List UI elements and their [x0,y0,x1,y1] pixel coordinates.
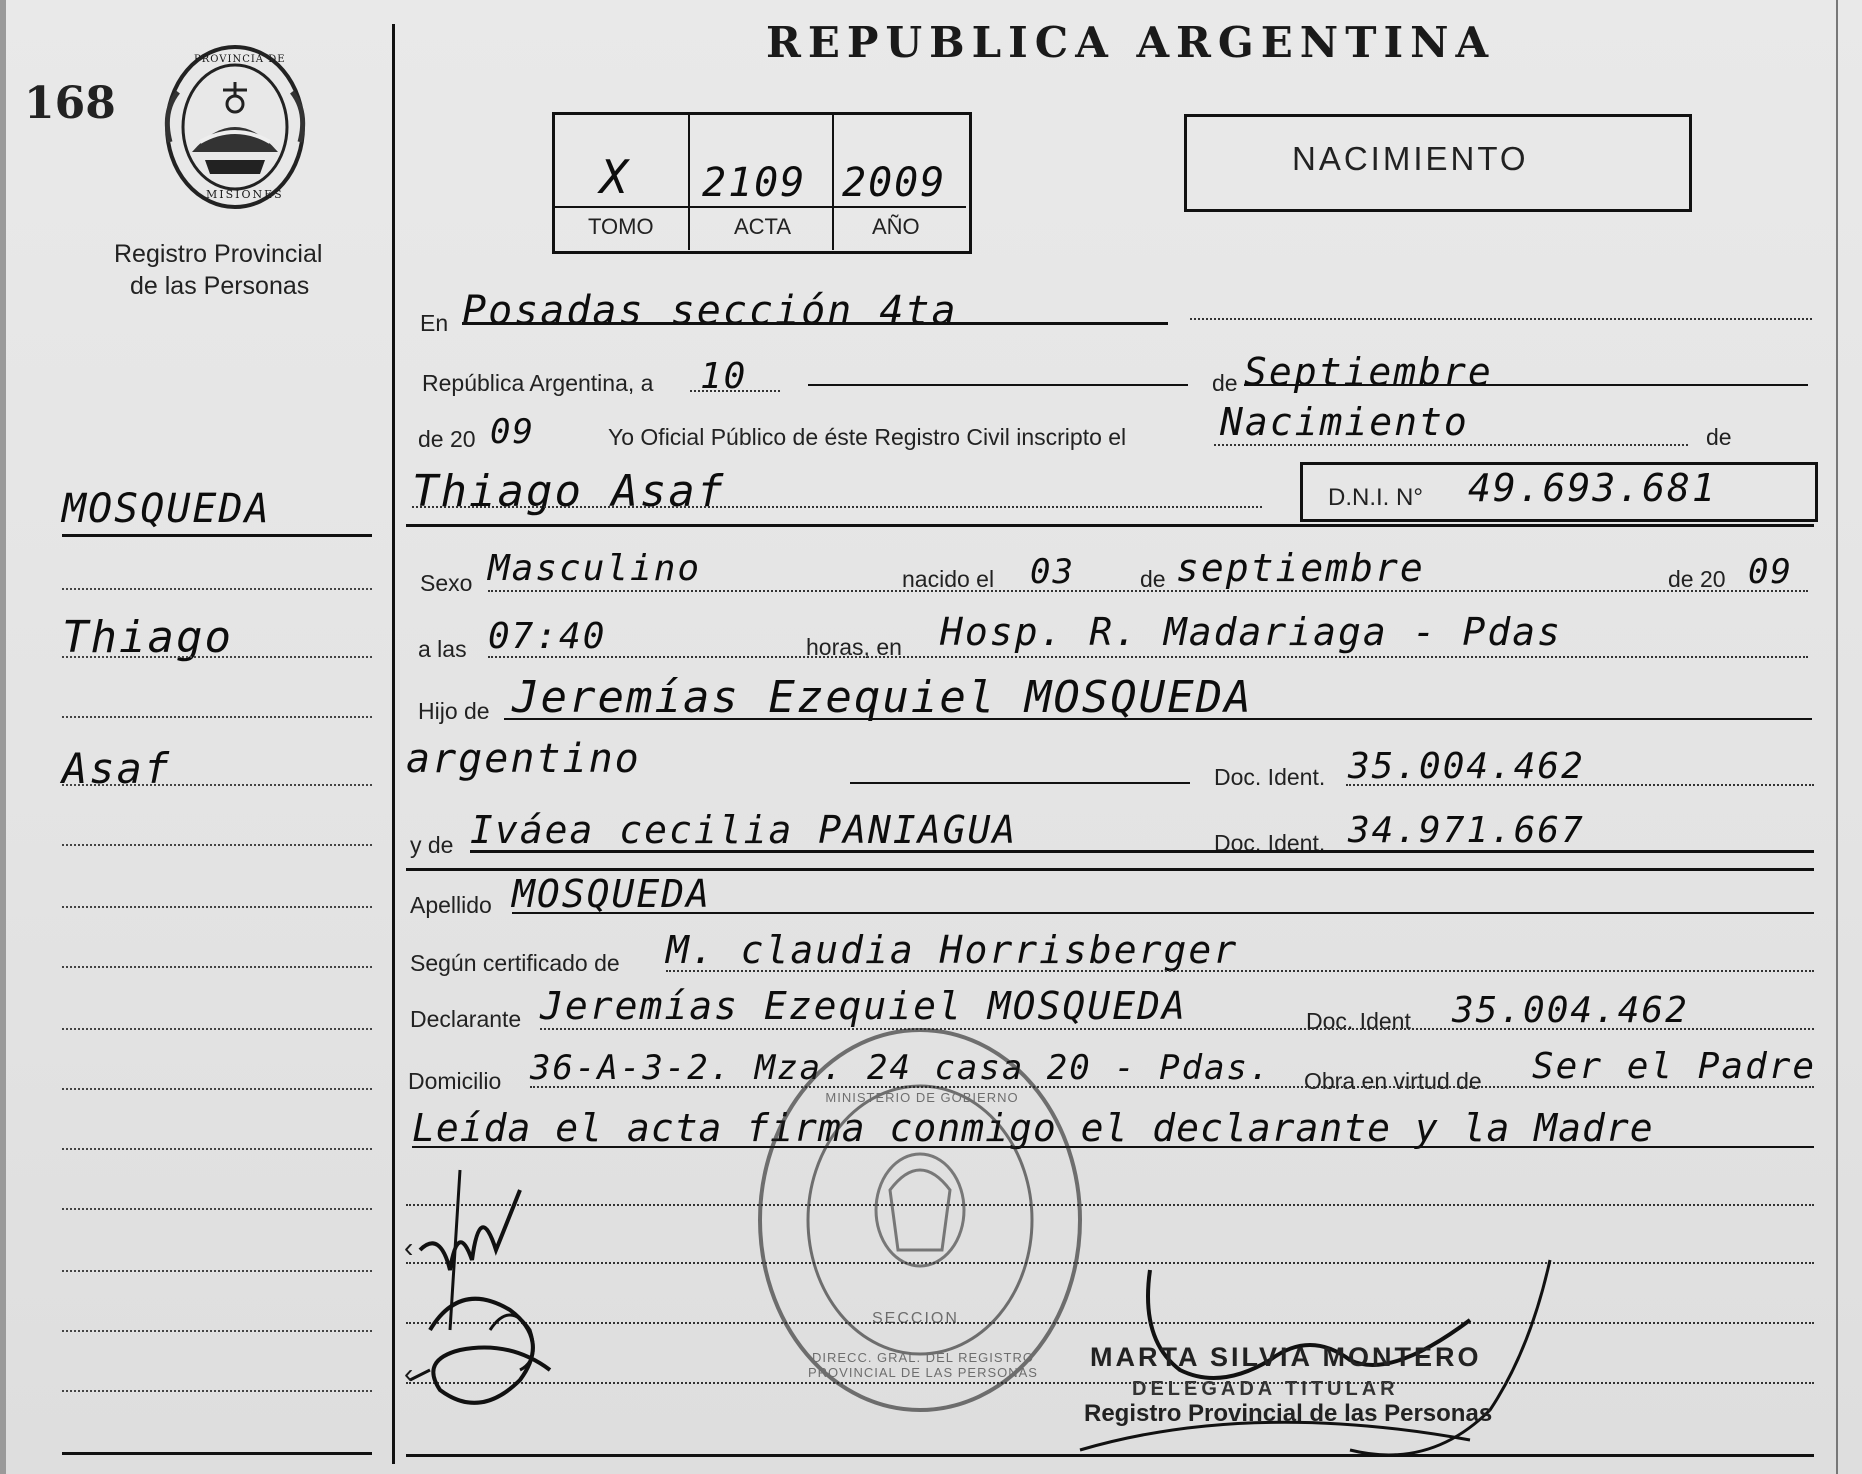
record-id-box-divider [832,112,834,250]
margin-line [62,966,372,968]
father-nationality: argentino [406,736,641,782]
surname-underline [512,912,1814,914]
stamp-inner-text: MINISTERIO DE GOBIERNO [825,1090,1019,1105]
record-type: NACIMIENTO [1292,140,1529,177]
place-underline [462,322,1168,325]
certificate-value: M. claudia Horrisberger [666,928,1239,972]
reg-date-prefix: República Argentina, a [422,370,654,396]
father-underline [504,718,1812,720]
father-doc-dots [1346,784,1814,786]
event-value: Nacimiento [1220,400,1469,444]
margin-underline [62,534,372,537]
declarant-label: Declarante [410,1006,522,1032]
birth-year-prefix: de 20 [1668,566,1726,592]
margin-line [62,1088,372,1090]
time-dots [488,656,1808,658]
reg-day-dots [690,390,780,392]
hours-label: horas, en [806,634,902,660]
seal-emblem-icon [160,42,310,212]
father-name: Jeremías Ezequiel MOSQUEDA [512,672,1253,723]
acta-value: 2109 [702,160,807,206]
margin-underline [62,1452,372,1455]
mother-doc-label: Doc. Ident. [1214,830,1326,856]
provincial-seal [160,42,310,212]
tomo-value: X [600,150,630,204]
margin-line [62,844,372,846]
folio-number: 168 [24,78,116,129]
declarant-dots [540,1028,1814,1030]
surname-value: MOSQUEDA [512,872,712,916]
margin-line [62,906,372,908]
reg-month: Septiembre [1244,350,1493,394]
birth-day: 03 [1030,552,1075,592]
reg-date-line [808,384,1188,386]
margin-line [62,1208,372,1210]
sex-label: Sexo [420,570,473,596]
official-name: MARTA SILVIA MONTERO [1090,1342,1482,1372]
tomo-label: TOMO [588,214,654,239]
section-rule [406,868,1814,871]
child-name-dots [412,506,1262,508]
born-label: nacido el [902,566,995,592]
mother-name: Iváea cecilia PANIAGUA [470,808,1018,852]
seal-bottom-text: MISIONES [206,188,284,201]
birth-month: septiembre [1176,546,1425,590]
page-right-edge [1836,0,1838,1474]
official-title: DELEGADA TITULAR [1132,1378,1399,1400]
certificate-label: Según certificado de [410,950,620,976]
mother-doc: 34.971.667 [1348,810,1585,851]
sex-dots [488,590,1808,592]
place-dots [1190,318,1812,320]
event-de: de [1706,424,1732,450]
official-stamp [752,1020,1088,1420]
reg-year: 09 [490,412,535,452]
reg-day: 10 [700,356,748,397]
place-value: Posadas sección 4ta [462,288,958,334]
seal-top-text: PROVINCIA DE [194,54,286,65]
birth-place: Hosp. R. Madariaga - Pdas [940,610,1562,654]
stamp-outer-text: DIRECC. GRAL. DEL REGISTRO PROVINCIAL DE LAS PERSONAS [808,1350,1038,1380]
declarant-doc-label: Doc. Ident [1306,1008,1411,1034]
anio-value: 2009 [842,160,947,206]
margin-second-name: Asaf [62,744,172,793]
page-edge [0,0,6,1474]
margin-first-name: Thiago [62,612,233,663]
surname-label: Apellido [410,892,492,918]
domicile-dots [530,1086,1814,1088]
birth-time: 07:40 [488,616,607,657]
official-office: Registro Provincial de las Personas [1084,1400,1493,1427]
record-id-box-divider [688,112,690,250]
birth-de: de [1140,566,1166,592]
event-dots [1214,444,1688,446]
margin-line [62,716,372,718]
nationality-underline [850,782,1190,784]
virtue-label: Obra en virtud de [1304,1068,1482,1094]
reading-note: Leída el acta firma conmigo el declarante y la Madre [412,1106,1654,1150]
dni-value: 49.693.681 [1468,466,1717,510]
officer-text: Yo Oficial Público de éste Registro Civil inscripto el [608,424,1127,450]
margin-line [62,1028,372,1030]
registry-name-line2: de las Personas [130,272,310,300]
dni-label: D.N.I. N° [1328,484,1423,511]
mother-underline [470,850,1814,853]
margin-line [62,1330,372,1332]
domicile-value: 36-A-3-2. Mza. 24 casa 20 - Pdas. [530,1048,1272,1088]
declarant-doc: 35.004.462 [1452,990,1689,1031]
mother-label: y de [410,832,454,858]
anio-label: AÑO [872,214,920,239]
child-name: Thiago Asaf [412,466,726,517]
father-label: Hijo de [418,698,490,724]
margin-line [62,1270,372,1272]
sex-value: Masculino [488,548,702,589]
margin-line [62,784,372,786]
record-id-box-divider [552,206,966,208]
section-rule [406,524,1814,527]
signature-arrow-icon: ‹ [404,1232,414,1263]
domicile-label: Domicilio [408,1068,502,1094]
column-divider [392,24,395,1464]
father-doc-label: Doc. Ident. [1214,764,1326,790]
declarant-signatures [400,1130,660,1430]
registry-name-line1: Registro Provincial [114,240,323,268]
signature-arrow-icon: ‹ [404,1358,414,1389]
margin-line [62,1148,372,1150]
birth-year: 09 [1748,552,1793,592]
place-label: En [420,310,449,336]
reg-year-prefix: de 20 [418,426,476,452]
margin-line [62,588,372,590]
acta-label: ACTA [734,214,792,239]
reg-date-de: de [1212,370,1238,396]
country-title: REPUBLICA ARGENTINA [766,18,1496,67]
virtue-value: Ser el Padre [1532,1046,1817,1087]
stamp-section-text: SECCION [872,1310,959,1327]
certificate-dots [666,970,1814,972]
declarant-name: Jeremías Ezequiel MOSQUEDA [540,984,1187,1028]
margin-line [62,1390,372,1392]
reg-month-underline [1244,384,1808,386]
time-label: a las [418,636,467,662]
margin-surname: MOSQUEDA [62,486,271,532]
margin-line [62,656,372,658]
father-doc: 35.004.462 [1348,746,1585,787]
